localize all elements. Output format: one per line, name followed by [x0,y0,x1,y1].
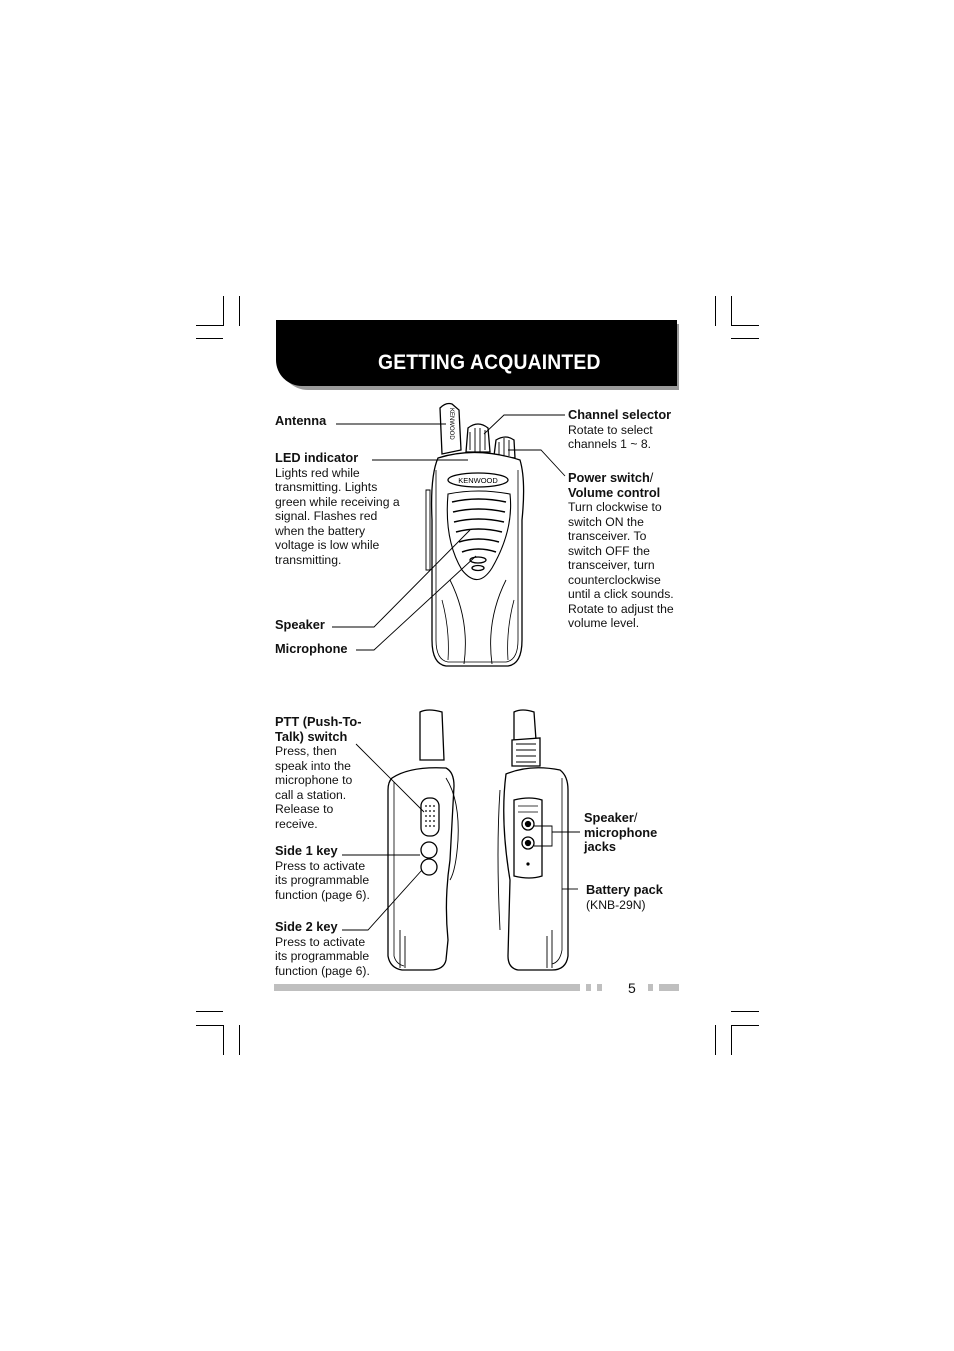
footer-bar-dot [597,984,602,991]
power-switch-title-sep: / [649,470,654,485]
side2-key-title: Side 2 key [275,919,338,934]
channel-selector-title: Channel selector [568,407,672,422]
right-antenna [514,710,536,740]
battery-pack-title: Battery pack [586,882,663,897]
ptt-switch-desc: Press, then speak into the microphone to call a station. Release to receive. [275,744,353,831]
led-indicator-block [275,451,400,567]
jacks-block [584,811,674,855]
side1-key-block [275,844,379,902]
power-switch-title [568,471,682,486]
page-number: 5 [628,980,636,996]
power-switch-title-a: Power switch [568,470,650,485]
jacks-title-b: microphone jacks [584,824,658,854]
footer-bar-dot [648,984,653,991]
battery-pack-desc: (KNB-29N) [586,897,646,912]
led-indicator-title: LED indicator [275,450,359,465]
ptt-switch-block [275,715,371,831]
microphone-label: Microphone [275,641,348,656]
footer-bar-long [274,984,580,991]
jacks-title-speaker: Speaker [584,810,634,825]
front-brand-text: KENWOOD [458,476,498,485]
jacks-title-sep: / [633,810,638,825]
antenna-brand-text: KENWOOD [448,408,454,440]
channel-selector-block [568,408,686,452]
jack-side-radio-drawing [498,710,568,970]
channel-selector-desc: Rotate to select channels 1 ~ 8. [568,422,653,451]
side-antenna [420,710,444,760]
side2-key-shape [421,859,437,875]
ptt-button-shape [421,798,439,836]
battery-pack-block [586,883,682,912]
page-title: GETTING ACQUAINTED [378,351,601,374]
footer-bar-short [659,984,679,991]
power-switch-desc: Turn clockwise to switch ON the transceiver. To switch OFF the transceiver, turn counterclockwise until a click sounds. Rotate to adjust the volume level. [568,500,674,630]
front-radio-drawing [426,404,524,667]
channel-leader [484,415,565,434]
power-switch-block [568,471,682,631]
volume-control-title: Volume control [568,484,661,500]
ptt-switch-title: PTT (Push-To-Talk) switch [275,714,362,744]
side2-key-block [275,920,379,978]
side1-key-desc: Press to activate its programmable function (page 6). [275,858,370,902]
side2-key-desc: Press to activate its programmable function (page 6). [275,934,370,978]
led-indicator-desc: Lights red while transmitting. Lights green while receiving a signal. Flashes red when the battery voltage is low while transmitting. [275,465,400,567]
jacks-title-a [584,811,674,826]
footer-bar-dot [586,984,591,991]
side1-key-shape [421,842,437,858]
antenna-label: Antenna [275,413,327,428]
side1-key-title: Side 1 key [275,843,338,858]
side-radio-drawing [388,710,458,970]
speaker-label: Speaker [275,617,325,632]
